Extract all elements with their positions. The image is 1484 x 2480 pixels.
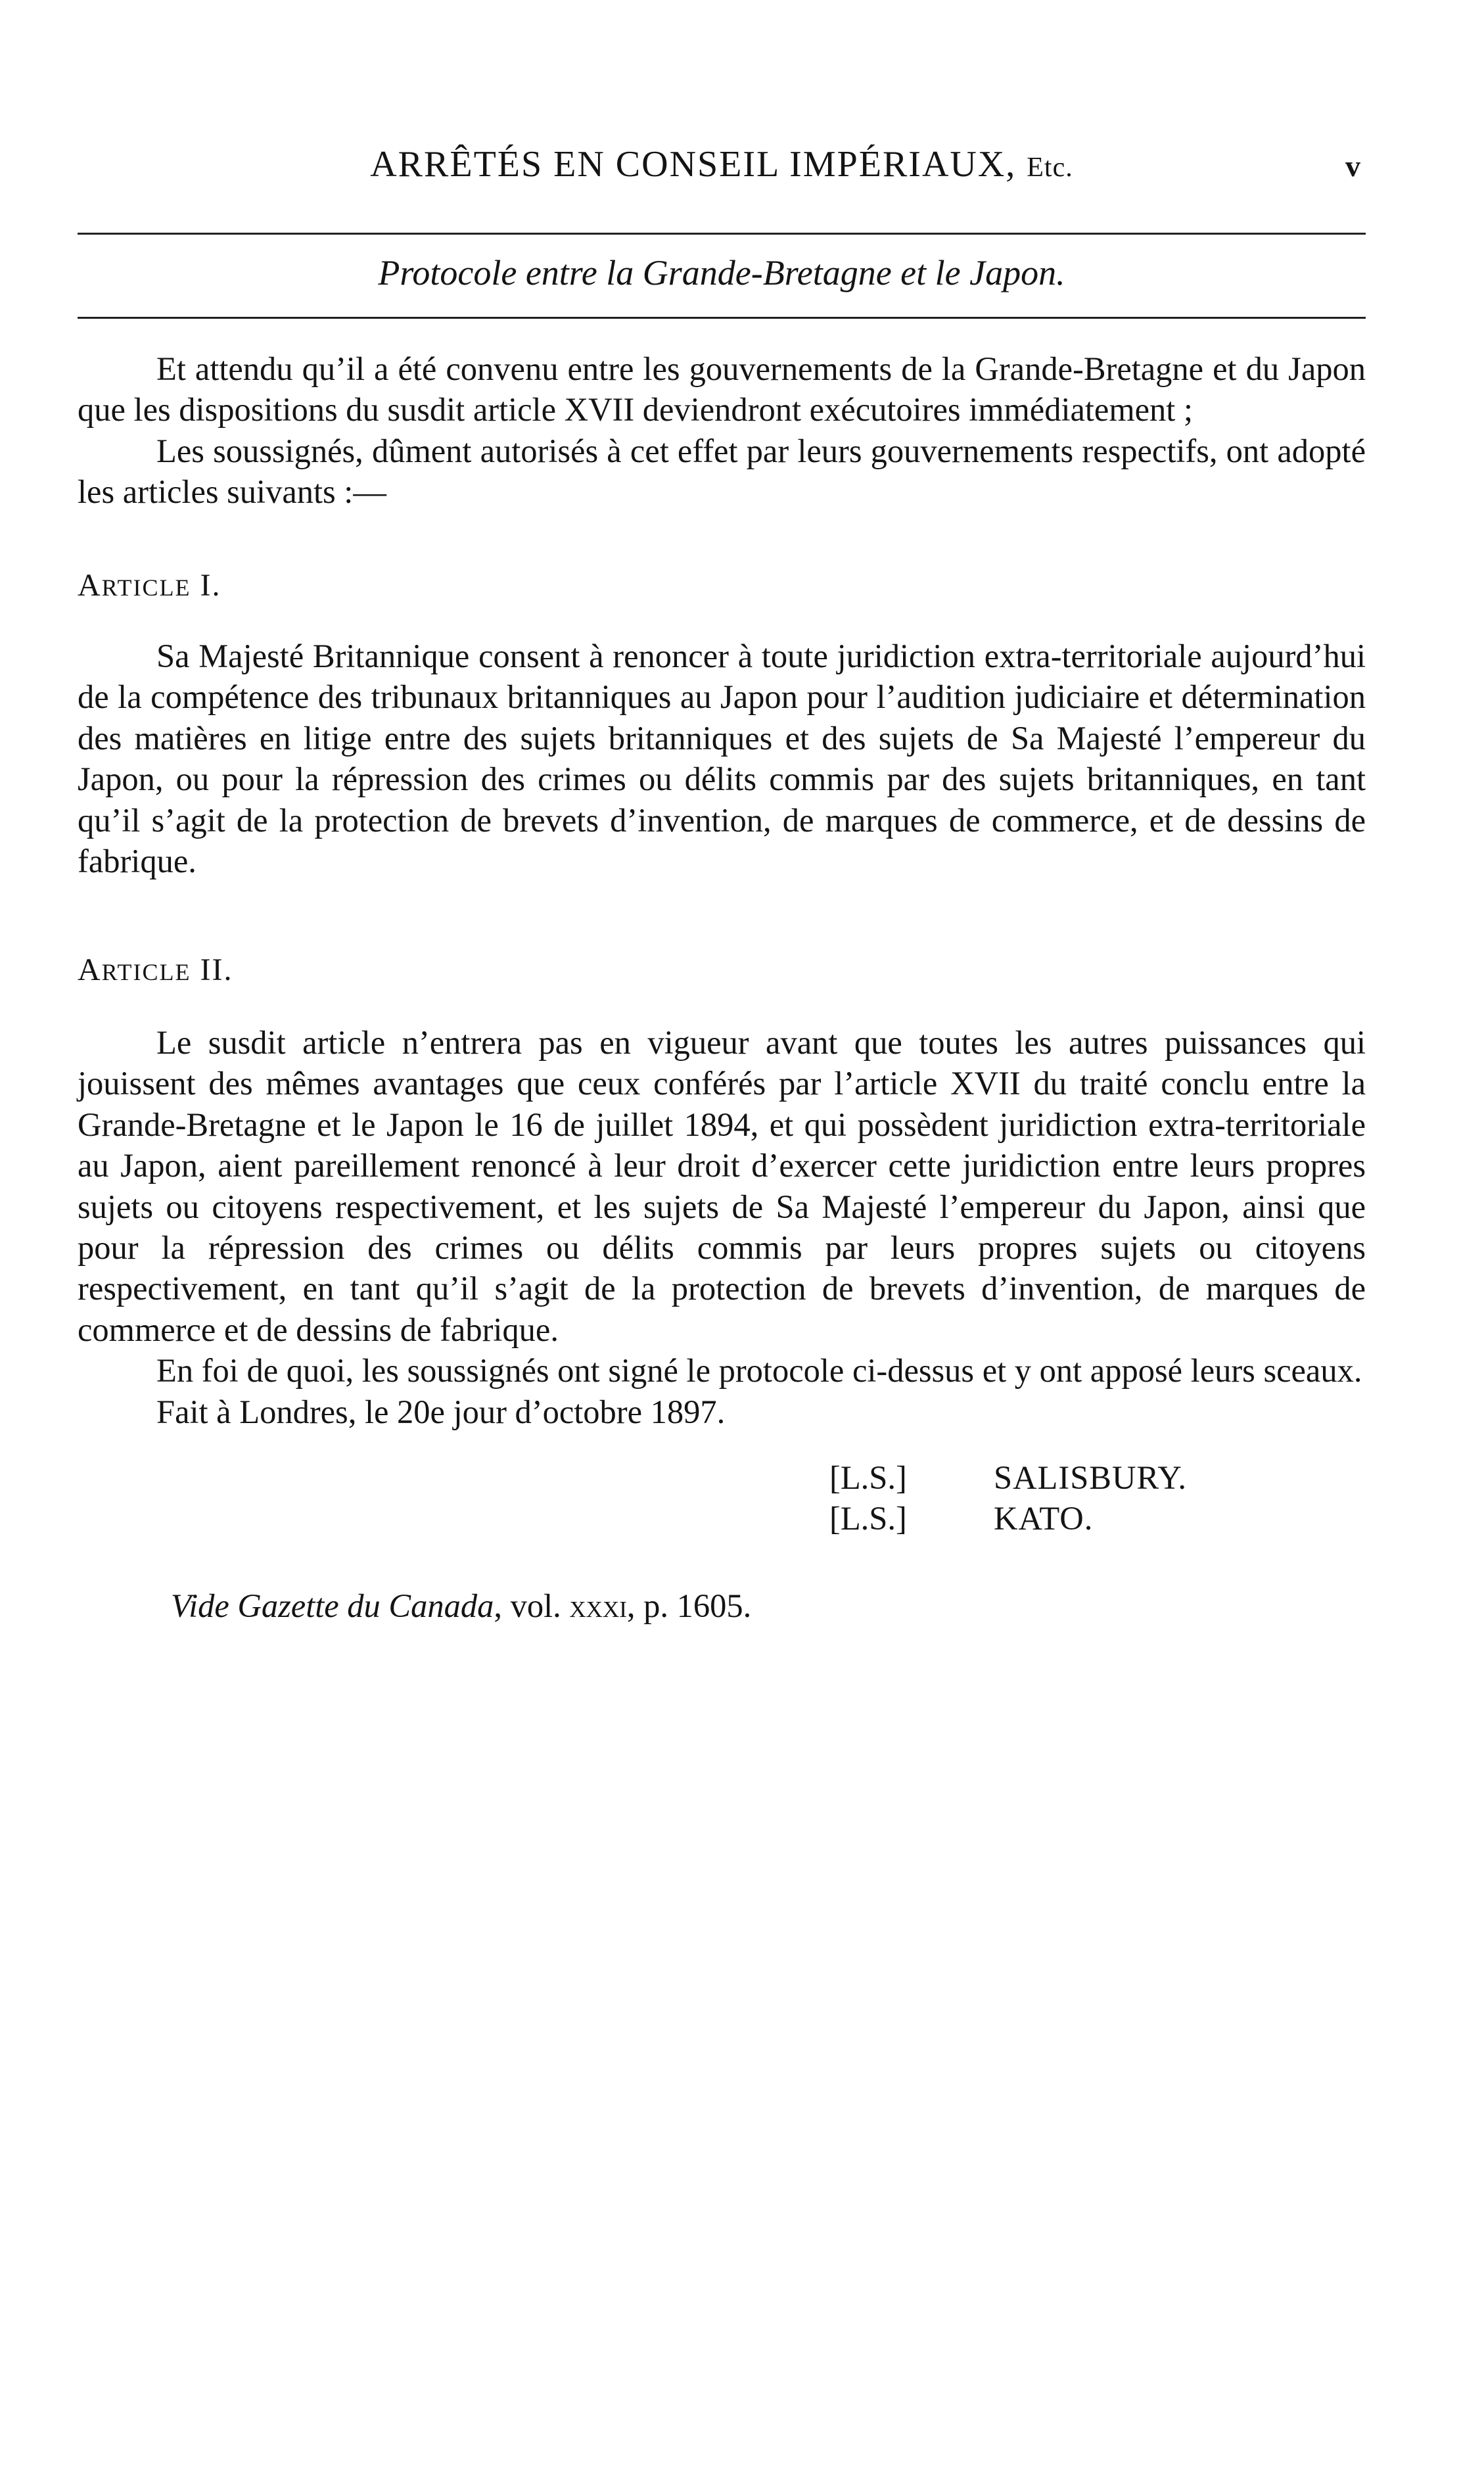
seal-label: [L.S.]: [829, 1459, 907, 1496]
running-head: [78, 143, 1366, 189]
article-2-numeral: II.: [200, 952, 233, 988]
running-title: [78, 143, 1366, 185]
gazette-reference: [171, 1585, 1366, 1626]
running-title-text: ARRÊTÉS EN CONSEIL IMPÉRIAUX,: [370, 144, 1017, 185]
document-body: [78, 348, 1366, 1626]
signature-block: [829, 1457, 1355, 1539]
article-1-heading-rest: RTICLE: [101, 574, 191, 601]
document-page: [78, 0, 1366, 2480]
reference-vide: Vide: [171, 1587, 229, 1624]
article-2-heading: [78, 950, 1366, 993]
preamble-paragraph-1: Et attendu qu’il a été convenu entre les gouvernements de la Grande-Bretagne et du Japon que les dispositions du susdit article XVII deviendront exécutoires immédiatement ;: [78, 350, 1366, 429]
date-line: Fait à Londres, le 20e jour d’octobre 1897.: [156, 1393, 726, 1430]
article-1-paragraph: Sa Majesté Britannique consent à renoncer à toute juridiction extra-territoriale aujourd’hui de la compétence des tribunaux britanniques au Japon pour l’audition judiciaire et détermination des matières en litige entre des sujets britanniques et des sujets de Sa Majesté l’empereur du Japon, ou pour la répression des crimes ou délits commis par des sujets britanniques, en tant qu’il s’agit de la protection de brevets d’invention, de marques de commerce, et de dessins de fabrique.: [78, 638, 1366, 880]
reference-vol-prefix: vol.: [510, 1587, 561, 1624]
signatory-name: SALISBURY.: [994, 1459, 1187, 1496]
preamble-paragraph-2: Les soussignés, dûment autorisés à cet effet par leurs gouvernements respectifs, ont adopté les articles suivants :—: [78, 432, 1366, 511]
witness-clause: En foi de quoi, les soussignés ont signé le protocole ci-dessus et y ont apposé leurs sceaux.: [156, 1352, 1362, 1390]
article-2-heading-rest: RTICLE: [101, 959, 191, 986]
header-rule-top: [78, 233, 1366, 235]
reference-volume: xxxi: [569, 1587, 627, 1624]
signature-row: [829, 1498, 1355, 1539]
reference-publication: Gazette du Canada: [237, 1587, 494, 1624]
article-1-heading-initial: A: [78, 567, 102, 603]
article-2-paragraph: Le susdit article n’entrera pas en vigueur avant que toutes les autres puissances qui jouissent des mêmes avantages que ceux conférés par l’article XVII du traité conclu entre la Grande-Bretagne et le Japon le 16 de juillet 1894, et qui possèdent juridiction extra-territoriale au Japon, aient pareillement renoncé à leur droit d’exercer cette juridiction entre leurs propres sujets ou citoyens respectivement, et les sujets de Sa Majesté l’empereur du Japon, ainsi que pour la répression des crimes ou délits commis par leurs propres sujets ou citoyens respectivement, en tant qu’il s’agit de la protection de brevets d’invention, de marques de commerce et de dessins de fabrique.: [78, 1023, 1366, 1348]
reference-separator: ,: [494, 1587, 502, 1624]
section-title: Protocole entre la Grande-Bretagne et le Japon.: [378, 253, 1065, 292]
reference-page: , p. 1605.: [626, 1587, 752, 1624]
article-2-heading-initial: A: [78, 952, 102, 988]
page-number: v: [1345, 149, 1360, 183]
running-title-suffix: Etc.: [1027, 152, 1073, 183]
seal-label: [L.S.]: [829, 1500, 907, 1537]
article-1-heading: [78, 565, 1366, 608]
article-1-numeral: I.: [200, 567, 221, 603]
signature-row: [829, 1457, 1355, 1498]
signatory-name: KATO.: [994, 1500, 1094, 1537]
header-rule-bottom: [78, 317, 1366, 319]
